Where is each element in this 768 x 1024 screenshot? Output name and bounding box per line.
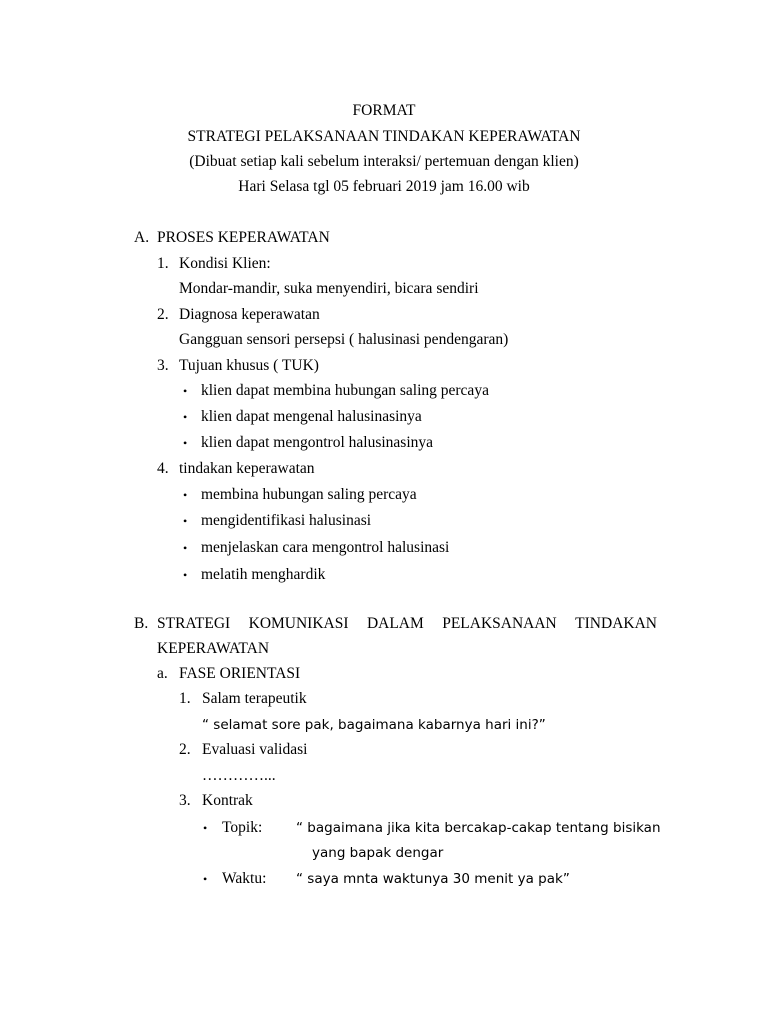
item-number: 1. [157, 255, 169, 272]
bullet-icon: • [183, 541, 188, 555]
list-item: klien dapat mengontrol halusinasinya [201, 434, 434, 451]
doc-title: FORMAT [352, 102, 416, 119]
item-number: 4. [157, 460, 169, 477]
title-word: PELAKSANAAN [442, 615, 557, 632]
title-word: DALAM [366, 615, 424, 632]
bullet-icon: • [183, 436, 188, 450]
title-word: KOMUNIKASI [248, 615, 349, 632]
bullet-icon: • [183, 514, 188, 528]
item-number: 2. [157, 306, 169, 323]
contract-key: Waktu: [222, 870, 267, 887]
item-detail: …………... [202, 767, 276, 784]
phase-marker: a. [157, 665, 168, 682]
section-a-marker: A. [134, 229, 150, 246]
list-item: klien dapat mengenal halusinasinya [201, 408, 422, 425]
list-item: mengidentifikasi halusinasi [201, 512, 372, 529]
title-word: TINDAKAN [575, 615, 657, 632]
bullet-icon: • [203, 821, 208, 835]
bullet-icon: • [183, 384, 188, 398]
contract-value: “ saya mnta waktunya 30 menit ya pak” [296, 871, 570, 887]
phase-title: FASE ORIENTASI [179, 665, 301, 682]
item-number: 2. [179, 741, 191, 758]
section-b-title-cont: KEPERAWATAN [157, 640, 270, 657]
item-label: Salam terapeutik [202, 690, 307, 707]
doc-subtitle: STRATEGI PELAKSANAAN TINDAKAN KEPERAWATAN [187, 128, 581, 145]
item-label: Diagnosa keperawatan [179, 306, 320, 323]
item-label: Evaluasi validasi [202, 741, 308, 758]
bullet-icon: • [183, 568, 188, 582]
item-detail: “ selamat sore pak, bagaimana kabarnya hari ini?” [202, 717, 546, 733]
list-item: klien dapat membina hubungan saling percaya [201, 382, 489, 399]
list-item: menjelaskan cara mengontrol halusinasi [201, 539, 450, 556]
bullet-icon: • [183, 488, 188, 502]
item-label: Tujuan khusus ( TUK) [179, 357, 319, 374]
item-number: 1. [179, 690, 191, 707]
doc-note: (Dibuat setiap kali sebelum interaksi/ pertemuan dengan klien) [189, 153, 579, 170]
item-number: 3. [179, 792, 191, 809]
title-word: STRATEGI [157, 615, 231, 632]
item-detail: Mondar-mandir, suka menyendiri, bicara sendiri [179, 280, 479, 297]
bullet-icon: • [203, 872, 208, 886]
section-b-marker: B. [134, 615, 149, 632]
section-b-title [157, 615, 657, 633]
doc-date: Hari Selasa tgl 05 februari 2019 jam 16.00 wib [238, 178, 530, 195]
item-label: Kontrak [202, 792, 253, 809]
item-number: 3. [157, 357, 169, 374]
list-item: membina hubungan saling percaya [201, 486, 417, 503]
item-detail: Gangguan sensori persepsi ( halusinasi pendengaran) [179, 331, 509, 348]
list-item: melatih menghardik [201, 566, 326, 583]
contract-value: “ bagaimana jika kita bercakap-cakap tentang bisikan [296, 820, 661, 836]
section-a-title: PROSES KEPERAWATAN [157, 229, 330, 246]
item-label: Kondisi Klien: [179, 255, 271, 272]
contract-key: Topik: [222, 819, 263, 836]
bullet-icon: • [183, 410, 188, 424]
item-label: tindakan keperawatan [179, 460, 315, 477]
contract-value-cont: yang bapak dengar [312, 845, 444, 861]
